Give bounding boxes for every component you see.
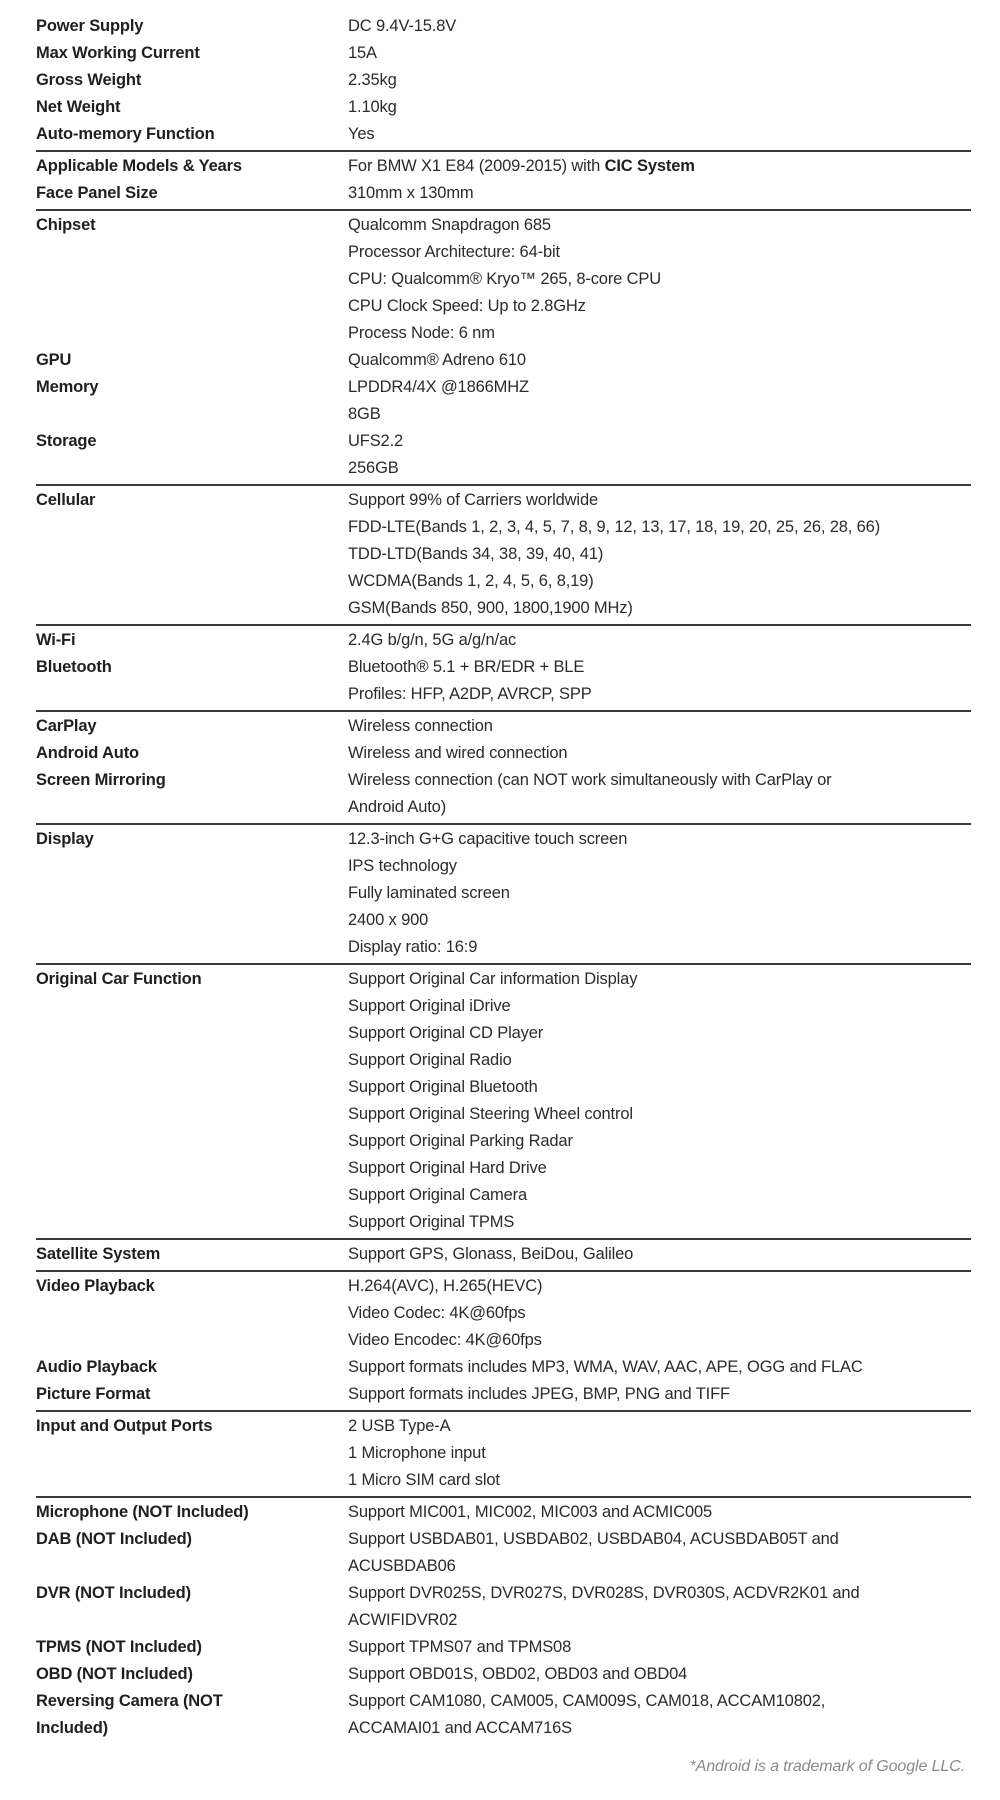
spec-label: Max Working Current xyxy=(36,44,200,62)
spec-value-line: Support USBDAB01, USBDAB02, USBDAB04, ACUSBDAB05T and xyxy=(348,1530,839,1548)
spec-row xyxy=(36,767,971,821)
spec-value-line: 310mm x 130mm xyxy=(348,184,474,202)
spec-value xyxy=(348,1381,971,1408)
spec-label: OBD (NOT Included) xyxy=(36,1665,193,1683)
spec-value xyxy=(348,428,971,482)
spec-value-line: Support GPS, Glonass, BeiDou, Galileo xyxy=(348,1245,634,1263)
spec-value-line: Support CAM1080, CAM005, CAM009S, CAM018, ACCAM10802, xyxy=(348,1692,826,1710)
spec-value-line: Support Original iDrive xyxy=(348,997,511,1015)
spec-value-line: Video Codec: 4K@60fps xyxy=(348,1304,526,1322)
spec-value xyxy=(348,94,971,121)
spec-section xyxy=(36,12,971,152)
spec-row xyxy=(36,654,971,708)
spec-value xyxy=(348,153,971,180)
spec-value xyxy=(348,180,971,207)
spec-label: Net Weight xyxy=(36,98,121,116)
spec-row xyxy=(36,1526,971,1580)
spec-value xyxy=(348,654,971,708)
spec-section xyxy=(36,712,971,825)
spec-value-line: Support formats includes JPEG, BMP, PNG and TIFF xyxy=(348,1385,730,1403)
spec-row xyxy=(36,1634,971,1661)
spec-value xyxy=(348,67,971,94)
spec-value xyxy=(348,374,971,428)
spec-value-line: 1.10kg xyxy=(348,98,397,116)
spec-row xyxy=(36,1381,971,1408)
spec-label: Display xyxy=(36,830,94,848)
spec-value-line: ACUSBDAB06 xyxy=(348,1557,456,1575)
spec-value-line: Video Encodec: 4K@60fps xyxy=(348,1331,542,1349)
spec-value-line: UFS2.2 xyxy=(348,432,404,450)
spec-label: Reversing Camera (NOT Included) xyxy=(36,1692,223,1737)
spec-value-line: Qualcomm® Adreno 610 xyxy=(348,351,526,369)
spec-value-line: Wireless connection xyxy=(348,717,493,735)
spec-value-line: Processor Architecture: 64-bit xyxy=(348,243,560,261)
spec-label: Input and Output Ports xyxy=(36,1417,213,1435)
spec-value xyxy=(348,487,971,622)
spec-label: Wi-Fi xyxy=(36,631,76,649)
spec-row xyxy=(36,1273,971,1354)
spec-value-line: Support Original Hard Drive xyxy=(348,1159,547,1177)
spec-value-line: Support formats includes MP3, WMA, WAV, AAC, APE, OGG and FLAC xyxy=(348,1358,863,1376)
spec-section xyxy=(36,825,971,965)
spec-value xyxy=(348,13,971,40)
spec-value-line: H.264(AVC), H.265(HEVC) xyxy=(348,1277,543,1295)
spec-value-line: Qualcomm Snapdragon 685 xyxy=(348,216,551,234)
spec-row xyxy=(36,180,971,207)
spec-section xyxy=(36,965,971,1240)
spec-label: Microphone (NOT Included) xyxy=(36,1503,249,1521)
spec-value xyxy=(348,713,971,740)
spec-row xyxy=(36,212,971,347)
spec-label: Storage xyxy=(36,432,97,450)
spec-value-line: Android Auto) xyxy=(348,798,447,816)
spec-value xyxy=(348,121,971,148)
spec-value-line: For BMW X1 E84 (2009-2015) with CIC System xyxy=(348,157,695,175)
spec-label: Applicable Models & Years xyxy=(36,157,242,175)
spec-row xyxy=(36,1241,971,1268)
spec-value-line: DC 9.4V-15.8V xyxy=(348,17,457,35)
spec-value xyxy=(348,966,971,1236)
spec-value xyxy=(348,1413,971,1494)
spec-section xyxy=(36,1498,971,1744)
spec-section xyxy=(36,626,971,712)
spec-value-line: ACWIFIDVR02 xyxy=(348,1611,458,1629)
spec-row xyxy=(36,1580,971,1634)
spec-value-line: 8GB xyxy=(348,405,381,423)
spec-table xyxy=(36,12,971,1744)
spec-value-line: IPS technology xyxy=(348,857,457,875)
spec-value xyxy=(348,40,971,67)
spec-value-line: Bluetooth® 5.1 + BR/EDR + BLE xyxy=(348,658,585,676)
spec-value-line: Support OBD01S, OBD02, OBD03 and OBD04 xyxy=(348,1665,688,1683)
spec-value-line: Support MIC001, MIC002, MIC003 and ACMIC005 xyxy=(348,1503,713,1521)
spec-row xyxy=(36,67,971,94)
spec-section xyxy=(36,211,971,486)
spec-value-line: Support TPMS07 and TPMS08 xyxy=(348,1638,572,1656)
spec-row xyxy=(36,347,971,374)
spec-row xyxy=(36,94,971,121)
spec-value-line: 2 USB Type-A xyxy=(348,1417,451,1435)
spec-value-line: ACCAMAI01 and ACCAM716S xyxy=(348,1719,572,1737)
spec-row xyxy=(36,428,971,482)
spec-label: Auto-memory Function xyxy=(36,125,215,143)
spec-value-line: 256GB xyxy=(348,459,399,477)
spec-label: Chipset xyxy=(36,216,96,234)
spec-value-line: Wireless and wired connection xyxy=(348,744,568,762)
spec-label: GPU xyxy=(36,351,72,369)
spec-section xyxy=(36,152,971,211)
spec-value xyxy=(348,1273,971,1354)
spec-label: TPMS (NOT Included) xyxy=(36,1638,202,1656)
spec-value-line: CPU Clock Speed: Up to 2.8GHz xyxy=(348,297,586,315)
spec-value xyxy=(348,1241,971,1268)
spec-value-line: 1 Micro SIM card slot xyxy=(348,1471,500,1489)
spec-value xyxy=(348,1688,971,1742)
spec-row xyxy=(36,153,971,180)
spec-label: Audio Playback xyxy=(36,1358,157,1376)
spec-row xyxy=(36,740,971,767)
trademark-note: *Android is a trademark of Google LLC. xyxy=(689,1758,965,1775)
spec-value-line: Display ratio: 16:9 xyxy=(348,938,478,956)
spec-section xyxy=(36,1240,971,1272)
spec-value-bold: CIC System xyxy=(604,157,695,175)
spec-value-line: 1 Microphone input xyxy=(348,1444,486,1462)
spec-value-line: Support Original Steering Wheel control xyxy=(348,1105,633,1123)
spec-label: Cellular xyxy=(36,491,96,509)
spec-label: CarPlay xyxy=(36,717,97,735)
spec-value-line: GSM(Bands 850, 900, 1800,1900 MHz) xyxy=(348,599,633,617)
spec-label: Screen Mirroring xyxy=(36,771,166,789)
spec-label: Memory xyxy=(36,378,99,396)
spec-value-line: Support Original Bluetooth xyxy=(348,1078,538,1096)
spec-row xyxy=(36,1661,971,1688)
spec-value-line: Yes xyxy=(348,125,375,143)
spec-row xyxy=(36,1413,971,1494)
spec-value-line: Support DVR025S, DVR027S, DVR028S, DVR030S, ACDVR2K01 and xyxy=(348,1584,860,1602)
spec-value-line: 2400 x 900 xyxy=(348,911,429,929)
spec-value xyxy=(348,1354,971,1381)
spec-value-line: Support Original CD Player xyxy=(348,1024,544,1042)
spec-row xyxy=(36,374,971,428)
spec-row xyxy=(36,627,971,654)
spec-row xyxy=(36,1354,971,1381)
spec-value-line: 15A xyxy=(348,44,377,62)
spec-value-line: Fully laminated screen xyxy=(348,884,510,902)
spec-label: Original Car Function xyxy=(36,970,202,988)
spec-value-line: Support Original TPMS xyxy=(348,1213,515,1231)
spec-value-line: Wireless connection (can NOT work simultaneously with CarPlay or xyxy=(348,771,832,789)
spec-value xyxy=(348,347,971,374)
spec-section xyxy=(36,486,971,626)
spec-value xyxy=(348,627,971,654)
spec-row xyxy=(36,713,971,740)
spec-value xyxy=(348,1634,971,1661)
spec-label: Power Supply xyxy=(36,17,144,35)
spec-section xyxy=(36,1272,971,1412)
spec-value xyxy=(348,1661,971,1688)
spec-label: Satellite System xyxy=(36,1245,161,1263)
spec-value-line: LPDDR4/4X @1866MHZ xyxy=(348,378,529,396)
spec-value-line: Support Original Parking Radar xyxy=(348,1132,573,1150)
spec-row xyxy=(36,826,971,961)
spec-value xyxy=(348,740,971,767)
spec-value-line: CPU: Qualcomm® Kryo™ 265, 8-core CPU xyxy=(348,270,662,288)
spec-value xyxy=(348,1580,971,1634)
spec-value xyxy=(348,1499,971,1526)
spec-row xyxy=(36,966,971,1236)
spec-value xyxy=(348,767,971,821)
spec-section xyxy=(36,1412,971,1498)
spec-label: Bluetooth xyxy=(36,658,112,676)
spec-row xyxy=(36,487,971,622)
spec-value-line: Process Node: 6 nm xyxy=(348,324,495,342)
spec-label: DAB (NOT Included) xyxy=(36,1530,192,1548)
spec-value xyxy=(348,1526,971,1580)
spec-value-line: Support 99% of Carriers worldwide xyxy=(348,491,598,509)
spec-label: Android Auto xyxy=(36,744,139,762)
spec-row xyxy=(36,1688,971,1742)
spec-value-line: 2.4G b/g/n, 5G a/g/n/ac xyxy=(348,631,517,649)
spec-row xyxy=(36,40,971,67)
spec-value-line: FDD-LTE(Bands 1, 2, 3, 4, 5, 7, 8, 9, 12, 13, 17, 18, 19, 20, 25, 26, 28, 66) xyxy=(348,518,881,536)
spec-value xyxy=(348,212,971,347)
spec-label: DVR (NOT Included) xyxy=(36,1584,191,1602)
spec-value-line: Profiles: HFP, A2DP, AVRCP, SPP xyxy=(348,685,592,703)
spec-row xyxy=(36,121,971,148)
spec-value-line: Support Original Car information Display xyxy=(348,970,638,988)
spec-value-line: Support Original Radio xyxy=(348,1051,512,1069)
spec-label: Face Panel Size xyxy=(36,184,158,202)
spec-value-line: WCDMA(Bands 1, 2, 4, 5, 6, 8,19) xyxy=(348,572,594,590)
spec-value-line: TDD-LTD(Bands 34, 38, 39, 40, 41) xyxy=(348,545,604,563)
spec-row xyxy=(36,1499,971,1526)
spec-label: Gross Weight xyxy=(36,71,142,89)
spec-value xyxy=(348,826,971,961)
spec-row xyxy=(36,13,971,40)
spec-value-line: 12.3-inch G+G capacitive touch screen xyxy=(348,830,628,848)
spec-label: Video Playback xyxy=(36,1277,155,1295)
spec-label: Picture Format xyxy=(36,1385,151,1403)
spec-value-line: Support Original Camera xyxy=(348,1186,528,1204)
spec-value-line: 2.35kg xyxy=(348,71,397,89)
